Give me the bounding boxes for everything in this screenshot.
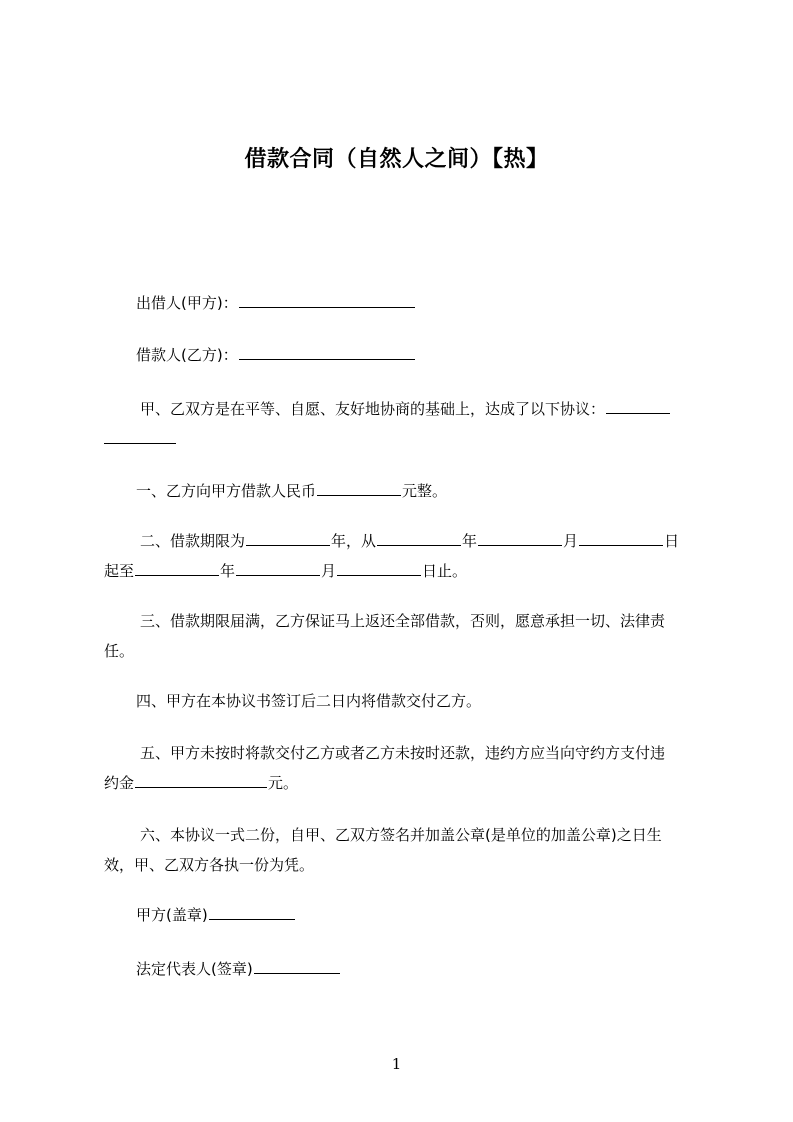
start-month-blank[interactable] — [478, 531, 562, 546]
intro-paragraph — [104, 394, 700, 454]
legal-rep-blank[interactable] — [254, 959, 340, 974]
clause2-text-g: 年 — [220, 562, 236, 580]
intro-blank-2[interactable] — [104, 429, 176, 444]
clause2-text-c: 年 — [462, 532, 478, 550]
clause1-text-a: 一、乙方向甲方借款人民币 — [136, 482, 317, 500]
intro-blank-1[interactable] — [606, 399, 670, 414]
clause2-text-f: 起至 — [104, 562, 135, 580]
party-a-seal-label: 甲方(盖章) — [136, 906, 208, 924]
clause2-text-d: 月 — [563, 532, 579, 550]
page-number: 1 — [391, 1055, 402, 1073]
clause2-text-h: 月 — [321, 562, 337, 580]
clause5-text-a: 约金 — [104, 774, 135, 792]
lender-label: 出借人(甲方)： — [136, 294, 238, 312]
document-title: 借款合同（自然人之间）【热】 — [244, 147, 549, 172]
clause-4: 四、甲方在本协议书签订后二日内将借款交付乙方。 — [136, 692, 482, 710]
clause-2 — [104, 526, 700, 586]
clause3-line1: 三、借款期限届满，乙方保证马上返还全部借款，否则，愿意承担一切、法律责 — [140, 612, 666, 630]
party-a-seal-blank[interactable] — [209, 905, 295, 920]
legal-rep-label: 法定代表人(签章) — [136, 960, 253, 978]
clause2-text-i: 日止。 — [422, 562, 468, 580]
clause3-line2: 任。 — [104, 642, 135, 660]
clause-3 — [104, 606, 700, 666]
lender-blank[interactable] — [239, 293, 415, 308]
end-year-blank[interactable] — [135, 561, 219, 576]
start-year-blank[interactable] — [377, 531, 461, 546]
clause5-line1: 五、甲方未按时将款交付乙方或者乙方未按时还款，违约方应当向守约方支付违 — [140, 744, 666, 762]
penalty-amount-blank[interactable] — [135, 773, 267, 788]
borrower-label: 借款人(乙方)： — [136, 346, 238, 364]
end-month-blank[interactable] — [236, 561, 320, 576]
clause2-text-b: 年，从 — [331, 532, 377, 550]
loan-amount-blank[interactable] — [317, 481, 401, 496]
term-years-blank[interactable] — [246, 531, 330, 546]
clause6-line2: 效，甲、乙双方各执一份为凭。 — [104, 856, 315, 874]
clause2-text-e: 日 — [664, 532, 680, 550]
lender-line — [136, 288, 732, 318]
clause2-text-a: 二、借款期限为 — [140, 532, 246, 550]
borrower-line — [136, 340, 732, 370]
borrower-blank[interactable] — [239, 345, 415, 360]
clause-5 — [104, 738, 700, 798]
party-a-seal-line — [136, 900, 732, 930]
end-day-blank[interactable] — [337, 561, 421, 576]
legal-rep-line — [136, 954, 732, 984]
clause-1 — [136, 476, 732, 506]
clause1-text-b: 元整。 — [402, 482, 448, 500]
clause-6 — [104, 820, 700, 880]
clause5-text-b: 元。 — [268, 774, 299, 792]
start-day-blank[interactable] — [579, 531, 663, 546]
clause6-line1: 六、本协议一式二份，自甲、乙双方签名并加盖公章(是单位的加盖公章)之日生 — [140, 826, 662, 844]
intro-text: 甲、乙双方是在平等、自愿、友好地协商的基础上，达成了以下协议： — [140, 400, 606, 418]
